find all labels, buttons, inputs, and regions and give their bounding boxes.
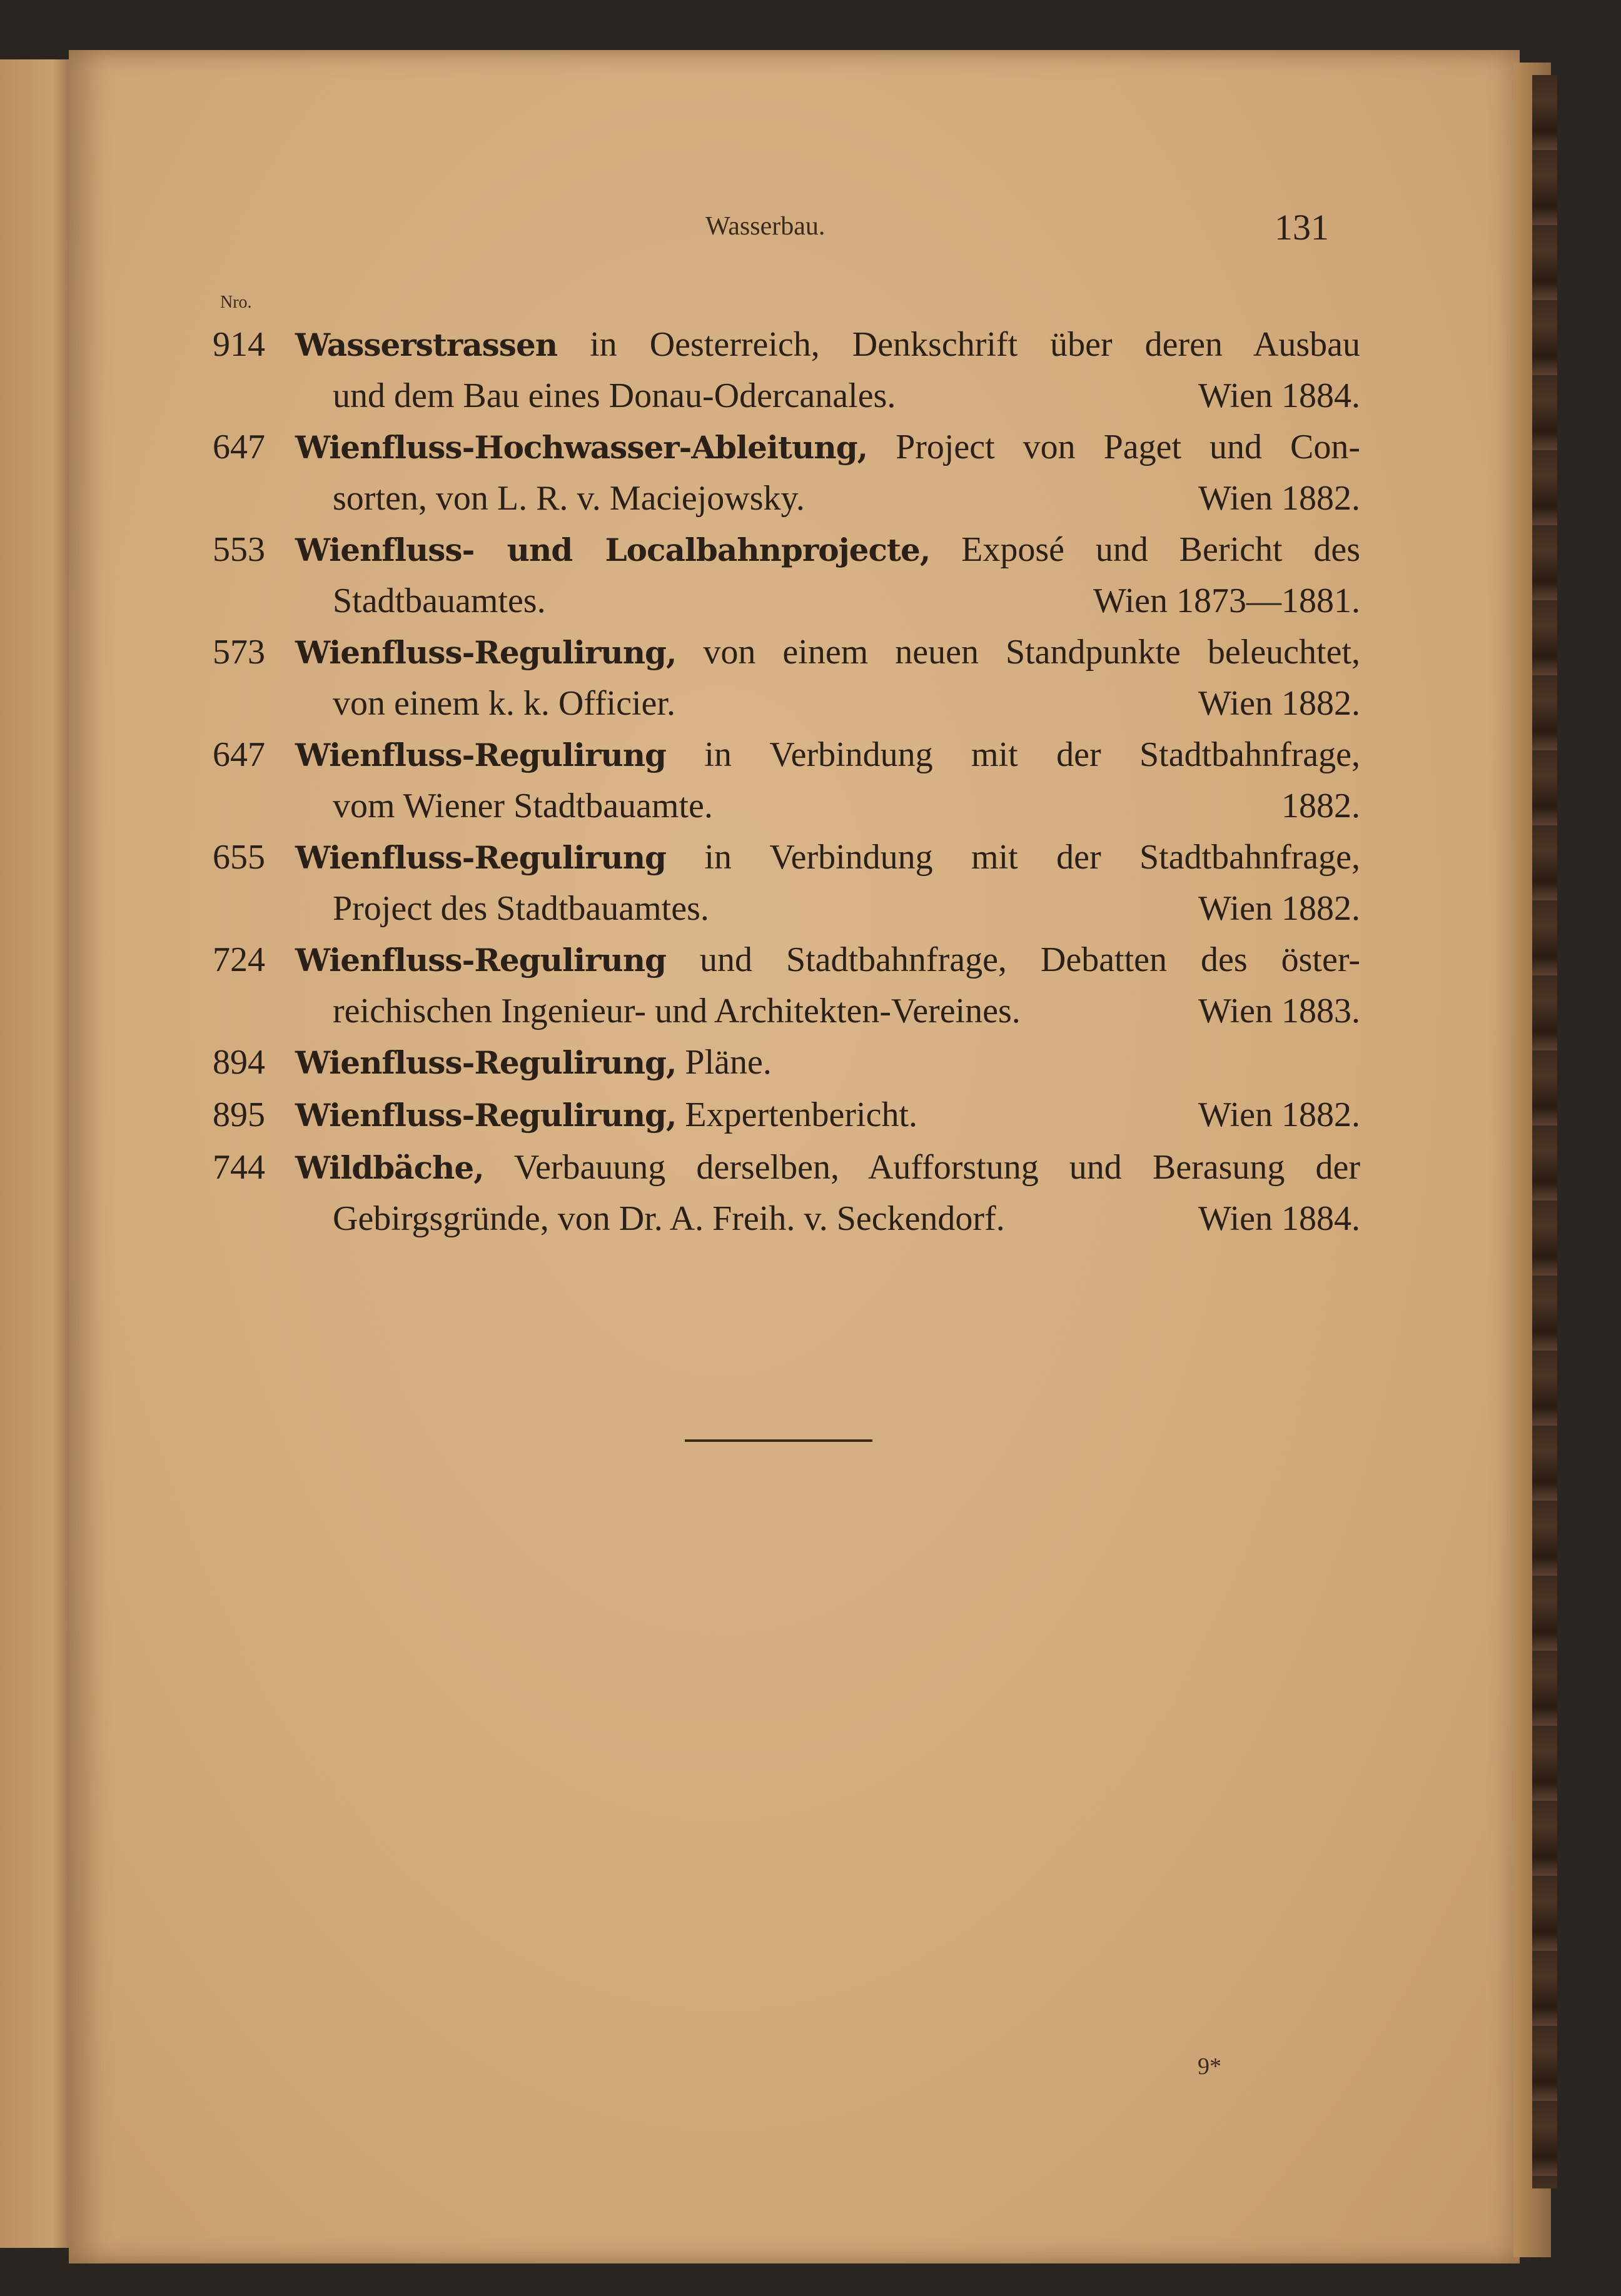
entry-heading: Wildbäche, bbox=[295, 1149, 484, 1186]
entry-second-line bbox=[333, 678, 1360, 729]
column-label: Nro. bbox=[220, 293, 252, 312]
entry-number: 647 bbox=[213, 735, 265, 774]
catalogue-entry bbox=[213, 729, 1360, 832]
entry-number: 895 bbox=[213, 1095, 265, 1134]
entry-text: Pläne. bbox=[685, 1043, 772, 1082]
catalogue-entry bbox=[213, 421, 1360, 524]
printer-signature-mark: 9* bbox=[1198, 2053, 1221, 2080]
entry-continuation: vom Wiener Stadtbauamte. bbox=[333, 787, 713, 825]
entry-text: von einem neuen Standpunkte beleuchtet, bbox=[703, 633, 1361, 672]
entry-continuation: Stadtbauamtes. bbox=[333, 582, 546, 620]
catalogue-entry bbox=[213, 524, 1360, 627]
entry-imprint: Wien 1873—1881. bbox=[1093, 582, 1360, 620]
entry-continuation: Project des Stadtbauamtes. bbox=[333, 889, 709, 928]
entry-heading: Wienfluss-Regulirung bbox=[295, 737, 667, 773]
entry-second-line bbox=[333, 370, 1360, 421]
catalogue-entry bbox=[213, 1037, 1360, 1089]
entry-second-line bbox=[333, 883, 1360, 934]
entry-first-line bbox=[295, 934, 1360, 986]
catalogue-entry bbox=[213, 319, 1360, 421]
entry-continuation: sorten, von L. R. v. Maciejowsky. bbox=[333, 479, 805, 518]
entry-heading: Wienfluss-Regulirung bbox=[295, 942, 667, 979]
page-number: 131 bbox=[1275, 207, 1329, 248]
entry-imprint: 1882. bbox=[1281, 787, 1360, 825]
entry-number: 553 bbox=[213, 530, 265, 569]
entry-imprint: Wien 1882. bbox=[1198, 479, 1360, 518]
entry-heading: Wienfluss-Regulirung, bbox=[295, 1097, 677, 1134]
entry-number: 647 bbox=[213, 428, 265, 466]
entry-imprint: Wien 1884. bbox=[1198, 1199, 1360, 1238]
entry-heading: Wienfluss-Regulirung, bbox=[295, 1044, 677, 1081]
entry-text: Expertenbericht. bbox=[685, 1095, 918, 1134]
catalogue-entry bbox=[213, 832, 1360, 934]
entry-text: und Stadtbahnfrage, Debatten des öster- bbox=[699, 940, 1360, 979]
entry-first-line bbox=[295, 421, 1360, 473]
catalogue-entries bbox=[213, 319, 1360, 1244]
entry-continuation: und dem Bau eines Donau-Odercanales. bbox=[333, 376, 896, 415]
entry-second-line bbox=[333, 985, 1360, 1037]
entry-text: in Verbindung mit der Stadtbahnfrage, bbox=[704, 838, 1361, 877]
entry-number: 573 bbox=[213, 633, 265, 672]
entry-imprint: Wien 1882. bbox=[1198, 889, 1360, 928]
catalogue-entry bbox=[213, 1142, 1360, 1244]
entry-continuation: Gebirgsgründe, von Dr. A. Freih. v. Seckendorf. bbox=[333, 1199, 1005, 1238]
entry-number: 744 bbox=[213, 1148, 265, 1187]
catalogue-entry bbox=[213, 1089, 1360, 1142]
entry-text: Project von Paget und Con- bbox=[896, 428, 1361, 466]
entry-first-line bbox=[295, 627, 1360, 678]
entry-heading: Wienfluss-Regulirung bbox=[295, 839, 667, 876]
entry-heading: Wienfluss-Regulirung, bbox=[295, 634, 677, 671]
entry-heading: Wasserstrassen bbox=[295, 326, 558, 363]
entry-second-line bbox=[333, 575, 1360, 627]
entry-imprint: Wien 1884. bbox=[1198, 376, 1360, 415]
entry-text: Verbauung derselben, Aufforstung und Berasung der bbox=[513, 1148, 1360, 1187]
book-cover-edge bbox=[1532, 75, 1557, 2188]
entry-imprint: Wien 1882. bbox=[1198, 1095, 1360, 1134]
entry-number: 724 bbox=[213, 940, 265, 979]
entry-second-line bbox=[333, 473, 1360, 524]
entry-first-line bbox=[295, 524, 1360, 576]
entry-continuation: von einem k. k. Officier. bbox=[333, 684, 675, 723]
entry-first-line bbox=[295, 1089, 1360, 1141]
entry-first-line bbox=[295, 729, 1360, 781]
entry-second-line bbox=[333, 1193, 1360, 1244]
catalogue-entry bbox=[213, 934, 1360, 1037]
entry-heading: Wienfluss-Hochwasser-Ableitung, bbox=[295, 429, 868, 466]
running-title: Wasserbau. bbox=[705, 212, 826, 241]
catalogue-entry bbox=[213, 627, 1360, 729]
entry-imprint: Wien 1883. bbox=[1198, 992, 1360, 1030]
entry-first-line bbox=[295, 1037, 1360, 1089]
entry-number: 894 bbox=[213, 1043, 265, 1082]
entry-continuation: reichischen Ingenieur- und Architekten-Vereines. bbox=[333, 992, 1021, 1030]
entry-text: Exposé und Bericht des bbox=[961, 530, 1360, 569]
entry-first-line bbox=[295, 832, 1360, 884]
entry-first-line bbox=[295, 1142, 1360, 1194]
entry-text: in Oesterreich, Denkschrift über deren Ausbau bbox=[590, 325, 1361, 364]
entry-imprint: Wien 1882. bbox=[1198, 684, 1360, 723]
entry-number: 914 bbox=[213, 325, 265, 364]
section-end-rule bbox=[685, 1439, 872, 1442]
entry-number: 655 bbox=[213, 838, 265, 877]
entry-first-line bbox=[295, 319, 1360, 371]
entry-text: in Verbindung mit der Stadtbahnfrage, bbox=[704, 735, 1361, 774]
facing-page-edge bbox=[0, 59, 75, 2248]
entry-heading: Wienfluss- und Localbahnprojecte, bbox=[295, 531, 931, 568]
entry-second-line bbox=[333, 780, 1360, 832]
